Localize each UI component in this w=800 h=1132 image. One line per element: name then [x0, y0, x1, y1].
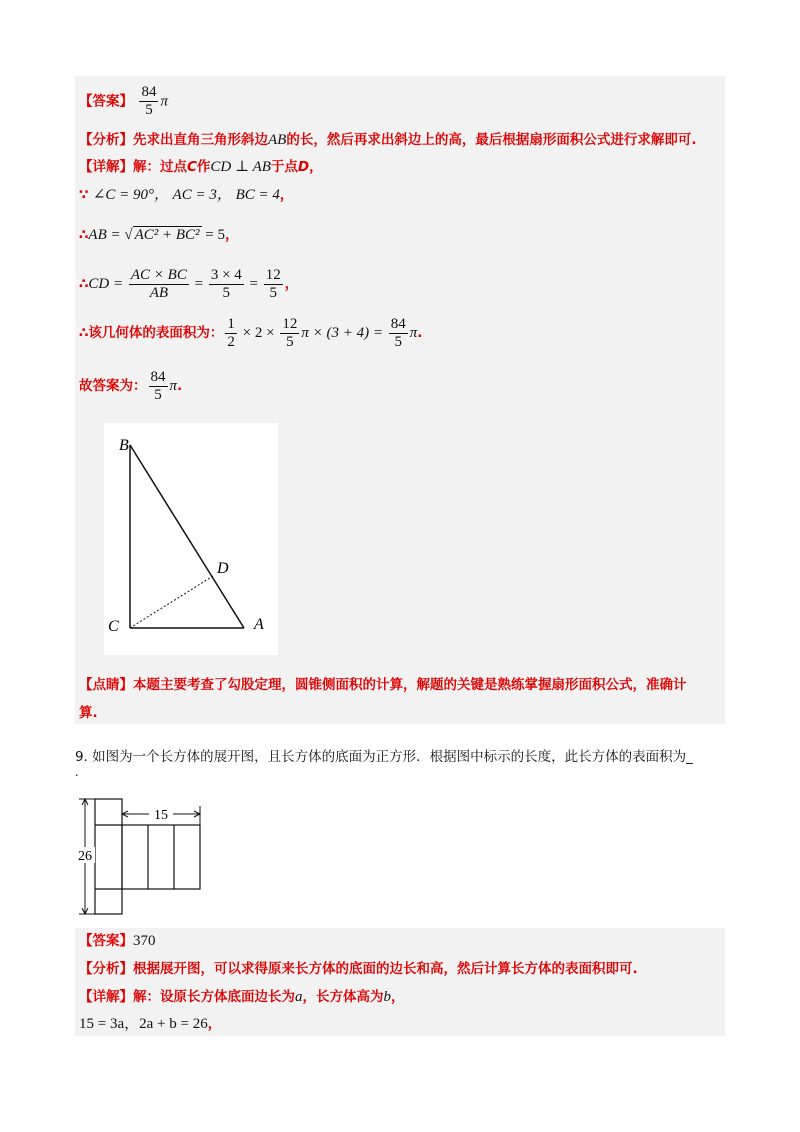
- answer-9-value: 370: [133, 933, 156, 949]
- side-ab: [130, 445, 244, 628]
- cuboid-net-figure: [75, 792, 210, 918]
- altitude-cd: [130, 576, 213, 628]
- label-a: A: [254, 616, 264, 633]
- answer-line: 【答案】 $\frac{84}{5}$ π: [79, 84, 168, 118]
- comment-line-1: 【点睛】本题主要考查了勾股定理，圆锥侧面积的计算，解题的关键是熟练掌握扇形面积公式，准确计: [79, 677, 687, 693]
- equation-9-line: 15 = 3a，2a + b = 26，: [79, 1016, 222, 1032]
- net-side-faces: [122, 825, 200, 889]
- solution-panel-9: [75, 928, 725, 1036]
- surface-area-line: ∴该几何体的表面积为： $\frac{1}{2}$ × 2 × $\frac{12}{5}$ π × (3 + 4) = $\frac{84}{5}$ π.: [79, 315, 423, 350]
- comment-line-2: 算.: [79, 705, 98, 721]
- question-9-line-1: 9. 如图为一个长方体的展开图，且长方体的底面为正方形．根据图中标示的长度，此长方体的表面积为_: [75, 749, 693, 765]
- analysis-line: 【分析】先求出直角三角形斜边AB的长，然后再求出斜边上的高，最后根据扇形面积公式进行求解即可.: [79, 132, 697, 148]
- triangle-figure: [104, 423, 278, 655]
- detail-9-line: 【详解】解：设原长方体底面边长为a，长方体高为b，: [79, 989, 405, 1005]
- analysis-9-line: 【分析】根据展开图，可以求得原来长方体的底面的边长和高，然后计算长方体的表面积即可.: [79, 961, 638, 977]
- question-9-line-2: .: [75, 765, 79, 780]
- net-svg: [75, 792, 210, 918]
- answer-label: 【答案】: [79, 93, 133, 110]
- label-b: B: [119, 437, 129, 454]
- given-line: ∵ ∠C = 90°， AC = 3， BC = 4，: [79, 187, 294, 203]
- ab-line: ∴AB = √ AC² + BC² = 5，: [79, 227, 239, 243]
- net-left-strip: [95, 799, 122, 914]
- cd-line: ∴CD = $\frac{AC \times BC}{AB}$ = $\frac{3 \times 4}{5}$ = $\frac{12}{5}$ ，: [79, 266, 299, 301]
- triangle-svg: [104, 423, 278, 655]
- label-26: 26: [78, 849, 92, 864]
- label-15: 15: [154, 808, 168, 823]
- detail-line: 【详解】解：过点C作CD ⊥ AB于点D，: [79, 159, 323, 175]
- label-c: C: [108, 618, 119, 635]
- label-d: D: [217, 560, 229, 577]
- answer-fraction: $\frac{84}{5}$: [141, 84, 157, 118]
- answer-9-line: 【答案】370: [79, 933, 156, 949]
- final-answer-line: 故答案为： $\frac{84}{5}$ π.: [79, 368, 183, 403]
- solution-panel-8: [75, 76, 725, 724]
